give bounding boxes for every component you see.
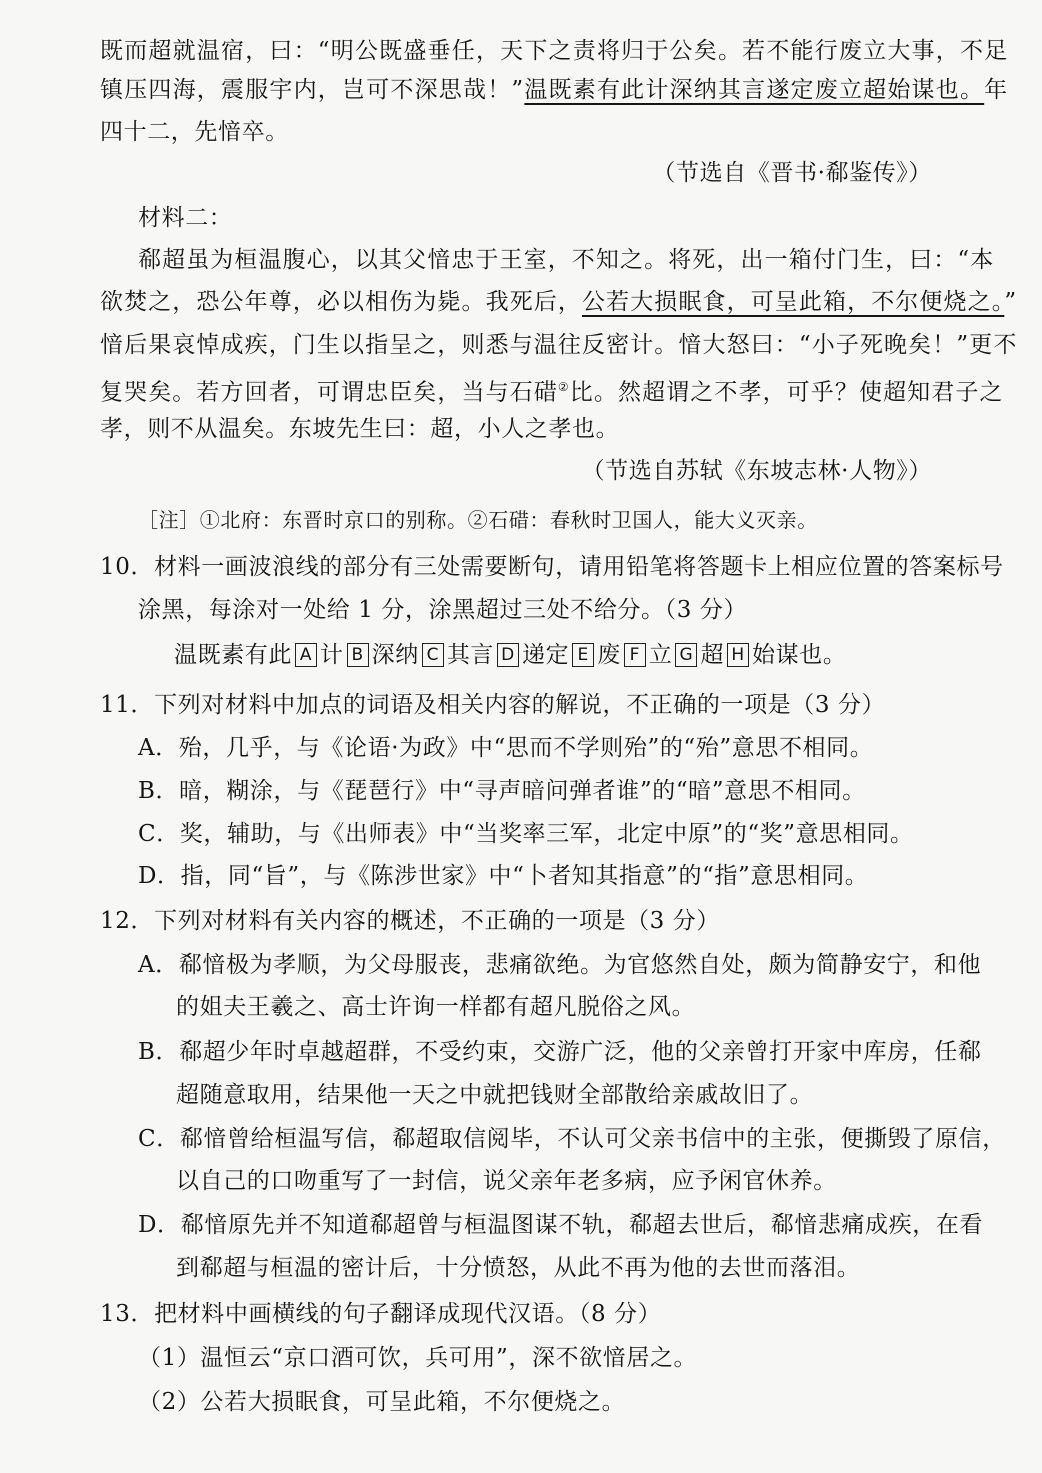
material1-line1: 既而超就温宿，曰：“明公既盛垂任，天下之责将归于公矣。若不能行废立大事，不足 (100, 38, 1009, 64)
q10-seg: 废 (597, 642, 621, 668)
q11-option-c[interactable]: C．奖，辅助，与《出师表》中“当奖率三军，北定中原”的“奖”意思相同。 (138, 821, 914, 847)
material2-source: （节选自苏轼《东坡志林·人物》） (581, 458, 932, 484)
answer-box-g[interactable]: G (675, 643, 697, 667)
q11-option-d[interactable]: D．指，同“旨”，与《陈涉世家》中“卜者知其指意”的“指”意思相同。 (138, 863, 869, 889)
q13-sentence-2: （2）公若大损眠食，可呈此箱，不尔便烧之。 (138, 1389, 626, 1415)
q10-seg: 深纳 (371, 642, 419, 668)
q12-option-a[interactable]: A．郗愔极为孝顺，为父母服丧，悲痛欲绝。为官悠然自处，颇为简静安宁，和他 (138, 952, 982, 978)
underlined-sentence: 公若大损眠食，可呈此箱，不尔便烧之。 (582, 289, 1005, 315)
q10-seg: 始谋也。 (752, 642, 847, 668)
wavy-line-sentence: 温既素有此计深纳其言遂定废立超始谋也。 (524, 77, 985, 103)
material1-line2c: 年 (984, 77, 1009, 103)
q12-option-d-cont: 到郗超与桓温的密计后，十分愤怒，从此不再为他的去世而落泪。 (176, 1255, 861, 1281)
q12-option-b-cont: 超随意取用，结果他一天之中就把钱财全部散给亲戚故旧了。 (176, 1082, 814, 1108)
material2-line4b: 比。然超谓之不孝，可乎？使超知君子之 (569, 379, 1004, 406)
q10-stem-line2: 涂黑，每涂对一处给 1 分，涂黑超过三处不给分。（3 分） (138, 597, 748, 623)
answer-box-f[interactable]: F (624, 643, 646, 667)
answer-box-b[interactable]: B (347, 643, 369, 667)
material2-line5: 孝，则不从温矣。东坡先生曰：超，小人之孝也。 (100, 416, 620, 442)
material2-line1: 郗超虽为桓温腹心，以其父愔忠于王室，不知之。将死，出一箱付门生，曰：“本 (138, 247, 995, 273)
q12-option-d[interactable]: D．郗愔原先并不知道郗超曾与桓温图谋不轨，郗超去世后，郗愔悲痛成疾，在看 (138, 1212, 984, 1238)
q10-stem-line1: 10．材料一画波浪线的部分有三处需要断句，请用铅笔将答题卡上相应位置的答案标号 (100, 554, 1004, 580)
q10-seg: 立 (648, 642, 673, 668)
material2-line4 (100, 372, 1004, 408)
q13-stem: 13．把材料中画横线的句子翻译成现代汉语。（8 分） (100, 1301, 662, 1327)
answer-box-h[interactable]: H (727, 643, 749, 667)
q11-option-b[interactable]: B．暗，糊涂，与《琵琶行》中“寻声暗问弹者谁”的“暗”意思不相同。 (138, 778, 866, 804)
material2-line2c: ” (1004, 289, 1018, 315)
q10-seg: 其言 (446, 642, 495, 668)
footnote-marker: ② (557, 380, 570, 394)
material2-line4a: 复哭矣。若方回者，可谓忠臣矣，当与石碏 (100, 379, 558, 406)
q10-sentence (174, 640, 846, 670)
q10-seg: 计 (320, 642, 344, 668)
answer-box-d[interactable]: D (497, 643, 519, 667)
material1-line3: 四十二，先愔卒。 (100, 119, 289, 145)
material2-line3: 愔后果哀悼成疾，门生以指呈之，则悉与温往反密计。愔大怒曰：“小子死晚矣！”更不 (100, 332, 1018, 358)
material1-line2a: 镇压四海，震服宇内，岂可不深思哉！” (100, 77, 525, 103)
material2-line2 (100, 287, 1017, 317)
footnote: ［注］①北府：东晋时京口的别称。②石碏：春秋时卫国人，能大义灭亲。 (138, 508, 818, 532)
answer-box-e[interactable]: E (572, 643, 594, 667)
material1-source: （节选自《晋书·郗鉴传》） (652, 160, 932, 186)
q10-seg: 递定 (522, 642, 570, 668)
material1-line2 (100, 75, 1008, 105)
q11-stem: 11．下列对材料中加点的词语及相关内容的解说，不正确的一项是（3 分） (100, 692, 886, 718)
q10-seg: 超 (700, 642, 725, 668)
material2-line2a: 欲焚之，恐公年尊，必以相伤为毙。我死后， (100, 289, 582, 315)
q11-option-a[interactable]: A．殆，几乎，与《论语·为政》中“思而不学则殆”的“殆”意思不相同。 (138, 735, 874, 761)
q12-option-a-cont: 的姐夫王羲之、高士许询一样都有超凡脱俗之风。 (176, 994, 696, 1020)
q12-option-b[interactable]: B．郗超少年时卓越超群，不受约束，交游广泛，他的父亲曾打开家中库房，任郗 (138, 1039, 982, 1065)
answer-box-a[interactable]: A (295, 643, 317, 667)
q12-option-c[interactable]: C．郗愔曾给桓温写信，郗超取信阅毕，不认可父亲书信中的主张，便撕毁了原信， (138, 1126, 1006, 1152)
q12-stem: 12．下列对材料有关内容的概述，不正确的一项是（3 分） (100, 908, 721, 934)
answer-box-c[interactable]: C (422, 643, 444, 667)
q12-option-c-cont: 以自己的口吻重写了一封信，说父亲年老多病，应予闲官休养。 (176, 1168, 837, 1194)
q13-sentence-1: （1）温恒云“京口酒可饮，兵可用”，深不欲愔居之。 (138, 1345, 698, 1371)
q10-seg: 温既素有此 (174, 642, 292, 668)
material2-heading: 材料二： (138, 205, 233, 231)
